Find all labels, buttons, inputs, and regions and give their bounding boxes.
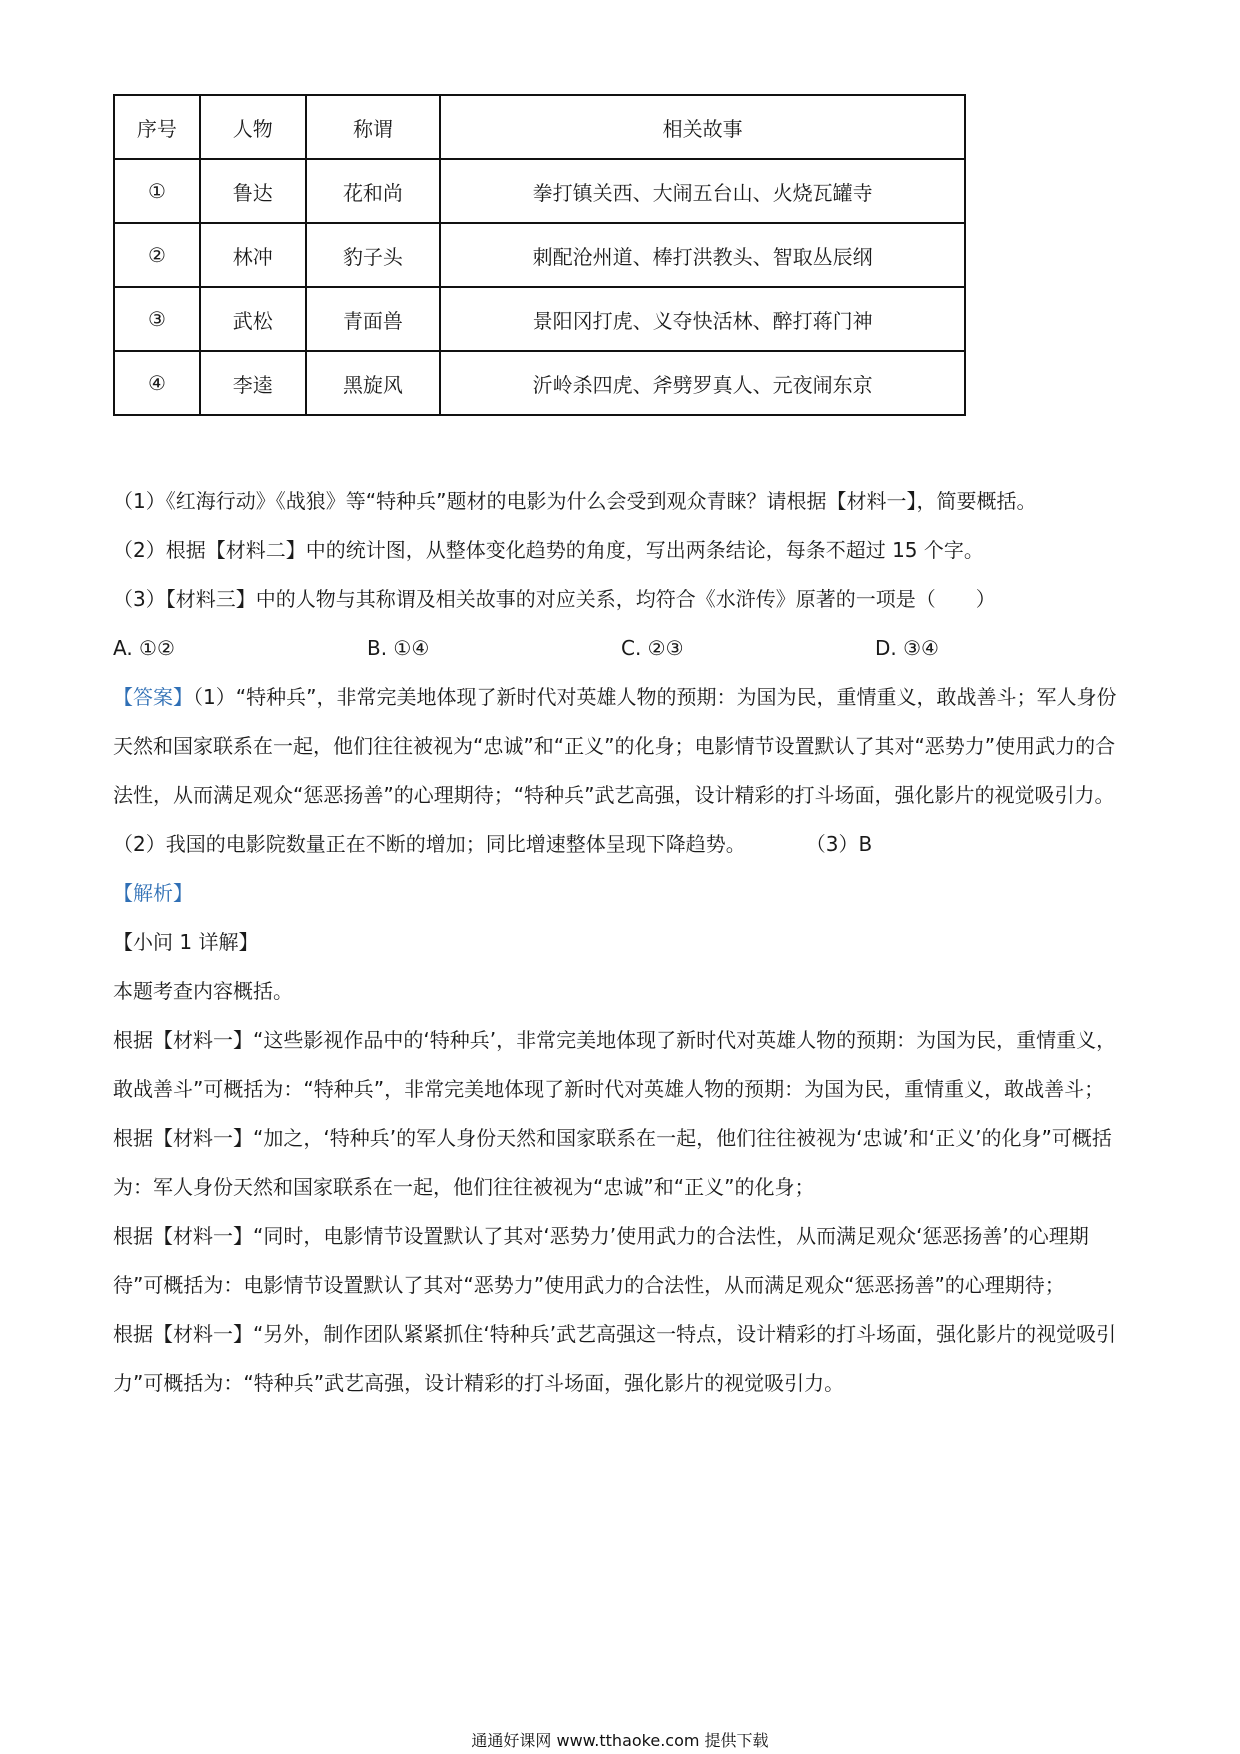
answer-3-text: （3）B [805,832,873,856]
cell-stories: 沂岭杀四虎、斧劈罗真人、元夜闹东京 [440,351,965,415]
analysis-paragraph: 根据【材料一】“加之，‘特种兵’的军人身份天然和国家联系在一起，他们往往被视为‘忠诚’和‘正义’的化身”可概括为：军人身份天然和国家联系在一起，他们往往被视为“忠诚”和“正义”的化身； [113,1126,1112,1199]
table-row [114,223,965,287]
cell-index: ③ [114,287,200,351]
cell-index: ② [114,223,200,287]
analysis-intro: 本题考查内容概括。 [113,979,293,1003]
answer-tag: 【答案】 [113,685,193,709]
analysis-paragraph: 根据【材料一】“这些影视作品中的‘特种兵’，非常完美地体现了新时代对英雄人物的预期：为国为民，重情重义，敢战善斗”可概括为：“特种兵”，非常完美地体现了新时代对英雄人物的预期：为国为民，重情重义，敢战善斗； [113,1028,1117,1101]
table-row [114,351,965,415]
option-d: D. ③④ [875,636,939,660]
page-footer: 通通好课网 www.tthaoke.com 提供下载 [471,1731,769,1750]
header-stories: 相关故事 [440,95,965,159]
cell-character: 李逵 [200,351,306,415]
cell-character: 鲁达 [200,159,306,223]
analysis-tag: 【解析】 [113,881,193,905]
answer-2-text: （2）我国的电影院数量正在不断的增加；同比增速整体呈现下降趋势。 [113,832,746,856]
cell-stories: 刺配沧州道、棒打洪教头、智取丛辰纲 [440,223,965,287]
answer-2-3 [113,820,1133,869]
option-b: B. ①④ [367,636,430,660]
cell-nickname: 豹子头 [306,223,441,287]
cell-stories: 拳打镇关西、大闹五台山、火烧瓦罐寺 [440,159,965,223]
cell-stories: 景阳冈打虎、义夺快活林、醉打蒋门神 [440,287,965,351]
answer-1-text: （1）“特种兵”，非常完美地体现了新时代对英雄人物的预期：为国为民，重情重义，敢战善斗；军人身份天然和国家联系在一起，他们往往被视为“忠诚”和“正义”的化身；电影情节设置默认了其对“恶势力”使用武力的合法性，从而满足观众“惩恶扬善”的心理期待；“特种兵”武艺高强，设计精彩的打斗场面，强化影片的视觉吸引力。 [113,685,1117,807]
table-row [114,287,965,351]
answer-1 [113,673,1133,820]
analysis-paragraph: 根据【材料一】“同时，电影情节设置默认了其对‘恶势力’使用武力的合法性，从而满足观众‘惩恶扬善’的心理期待”可概括为：电影情节设置默认了其对“恶势力”使用武力的合法性，从而满足观众“惩恶扬善”的心理期待； [113,1224,1089,1297]
question-2: （2）根据【材料二】中的统计图，从整体变化趋势的角度，写出两条结论，每条不超过 15 个字。 [113,538,984,562]
table-header-row [114,95,965,159]
header-index: 序号 [114,95,200,159]
cell-nickname: 花和尚 [306,159,441,223]
option-a: A. ①② [113,636,175,660]
question-1: （1）《红海行动》《战狼》等“特种兵”题材的电影为什么会受到观众青睐？请根据【材料一】，简要概括。 [113,489,1037,513]
analysis-paragraph: 根据【材料一】“另外，制作团队紧紧抓住‘特种兵’武艺高强这一特点，设计精彩的打斗场面，强化影片的视觉吸引力”可概括为：“特种兵”武艺高强，设计精彩的打斗场面，强化影片的视觉吸引力。 [113,1322,1117,1395]
header-nickname: 称谓 [306,95,441,159]
cell-nickname: 黑旋风 [306,351,441,415]
answer-options [113,624,1133,673]
material-three-table [113,94,966,416]
option-c: C. ②③ [621,636,684,660]
analysis-subheading: 【小问 1 详解】 [113,930,259,954]
question-body [113,477,1133,1408]
cell-nickname: 青面兽 [306,287,441,351]
header-character: 人物 [200,95,306,159]
cell-index: ① [114,159,200,223]
cell-index: ④ [114,351,200,415]
cell-character: 武松 [200,287,306,351]
question-3: （3）【材料三】中的人物与其称谓及相关故事的对应关系，均符合《水浒传》原著的一项是（ ） [113,587,996,611]
cell-character: 林冲 [200,223,306,287]
table-row [114,159,965,223]
